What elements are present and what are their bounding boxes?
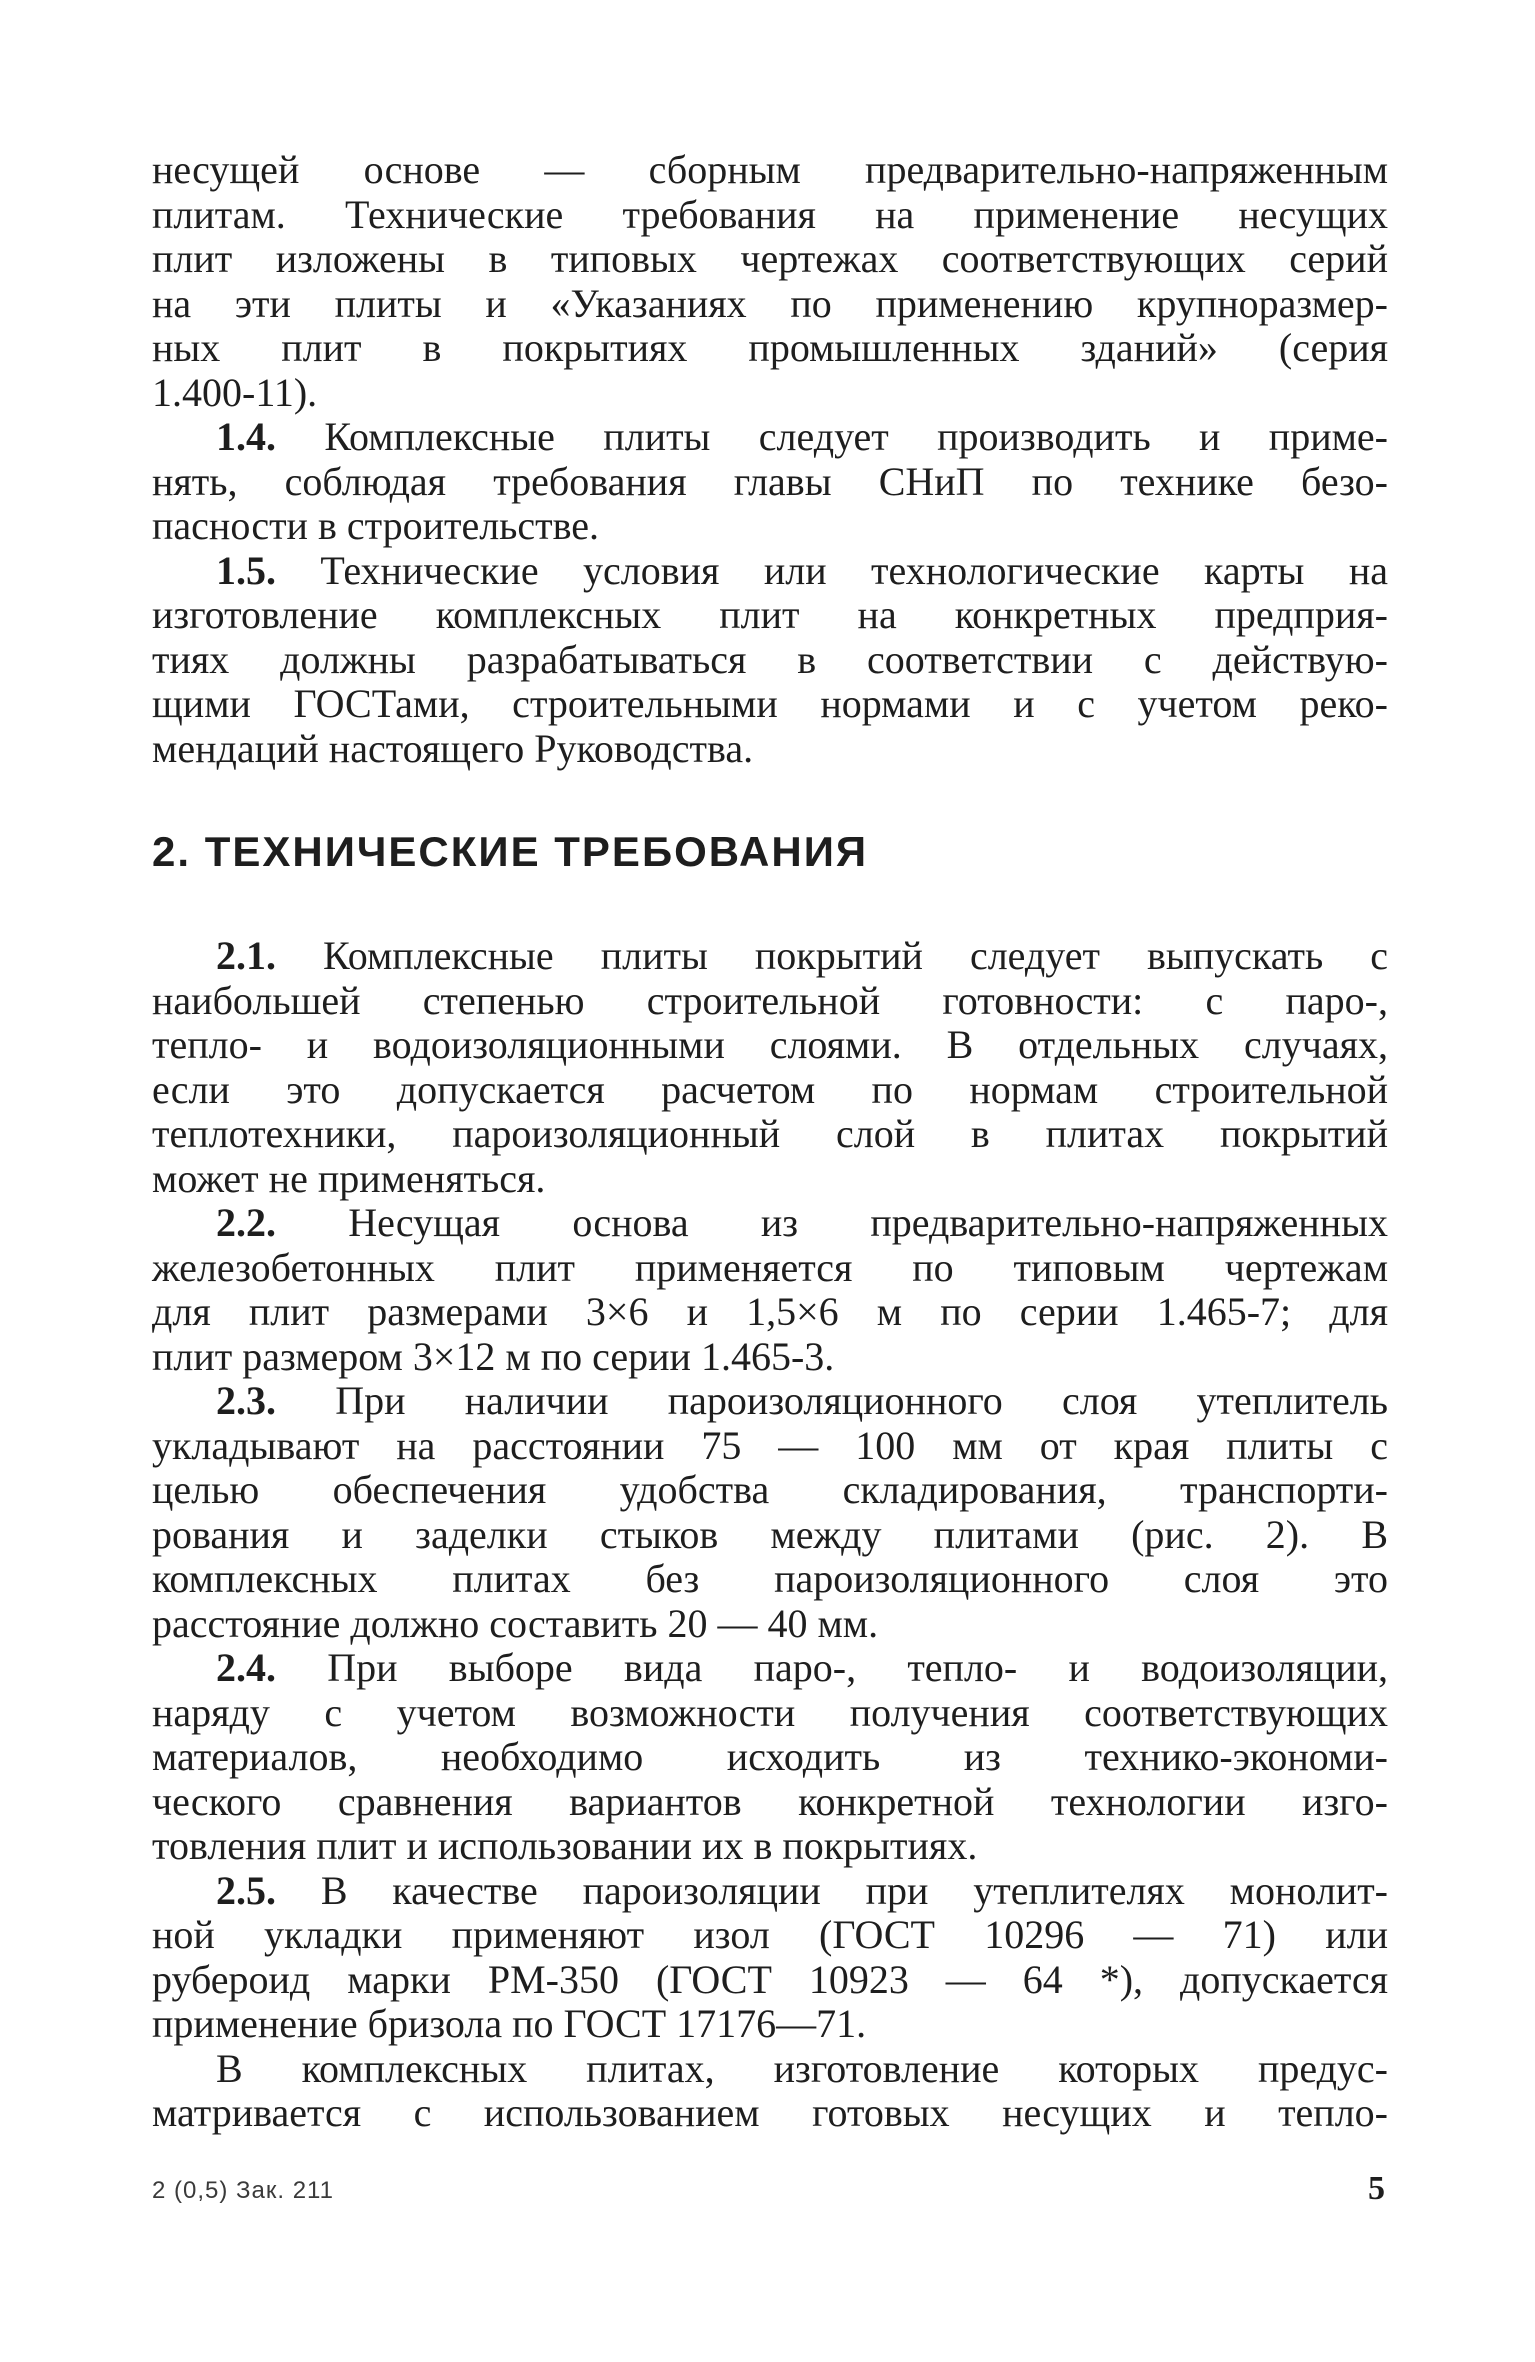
text-line (152, 1646, 1388, 1691)
text-fragment: В качестве пароизоляции при утеплителях монолит- (276, 1867, 1388, 1913)
text-line: применение бризола по ГОСТ 17176—71. (152, 2001, 867, 2046)
paragraph-number: 2.5. (216, 1867, 276, 1913)
paragraph-2-4 (152, 1646, 1388, 1869)
text-line: укладывают на расстоянии 75 — 100 мм от края плиты с (152, 1422, 1388, 1468)
text-line: если это допускается расчетом по нормам строительной (152, 1066, 1388, 1112)
text-line (152, 1869, 1388, 1914)
text-line: комплексных плитах без пароизоляционного слоя это (152, 1556, 1388, 1601)
text-fragment: При наличии пароизоляционного слоя утеплитель (276, 1378, 1388, 1423)
page-number: 5 (1368, 2170, 1385, 2207)
intro-paragraph (152, 148, 1388, 415)
text-line (152, 934, 1388, 979)
text-line: рубероид марки РМ-350 (ГОСТ 10923 — 64 *), допускается (152, 1956, 1388, 2002)
text-line (152, 549, 1388, 594)
text-line: материалов, необходимо исходить из технико-экономи- (152, 1734, 1388, 1779)
paragraph-continuation (152, 2047, 1388, 2136)
text-line: на эти плиты и «Указаниях по применению крупноразмер- (152, 280, 1388, 326)
text-line: целью обеспечения удобства складирования, транспорти- (152, 1467, 1388, 1512)
text-line (152, 1201, 1388, 1246)
paragraph-number: 2.3. (216, 1378, 276, 1423)
paragraph-number: 2.4. (216, 1645, 276, 1690)
text-line: мендаций настоящего Руководства. (152, 725, 754, 771)
text-line: тепло- и водоизоляционными слоями. В отдельных случаях, (152, 1022, 1388, 1067)
paragraph-2-2 (152, 1201, 1388, 1379)
text-fragment: Комплексные плиты следует производить и приме- (276, 414, 1388, 459)
text-line: плит изложены в типовых чертежах соответствующих серий (152, 236, 1388, 281)
text-line: тиях должны разрабатываться в соответствии с действую- (152, 636, 1388, 682)
text-fragment: Несущая основа из предварительно-напряженных (276, 1200, 1388, 1245)
text-line: плитам. Технические требования на применение несущих (152, 191, 1388, 237)
paragraph-number: 2.1. (216, 933, 276, 978)
text-line: плит размером 3×12 м по серии 1.465-3. (152, 1333, 835, 1379)
text-line: нять, соблюдая требования главы СНиП по технике безо- (152, 458, 1388, 504)
text-line (152, 415, 1388, 460)
text-line: пасности в строительстве. (152, 503, 600, 548)
paragraph-number: 1.4. (216, 414, 276, 459)
text-line: изготовление комплексных плит на конкретных предприя- (152, 592, 1388, 637)
text-line: ных плит в покрытиях промышленных зданий» (серия (152, 325, 1388, 370)
text-line: несущей основе — сборным предварительно-напряженным (152, 147, 1388, 192)
paragraph-number: 2.2. (216, 1200, 276, 1245)
text-line: товления плит и использовании их в покрытиях. (152, 1823, 978, 1868)
text-line: расстояние должно составить 20 — 40 мм. (152, 1600, 879, 1646)
text-fragment: Комплексные плиты покрытий следует выпускать с (276, 933, 1388, 978)
paragraph-1-4 (152, 415, 1388, 549)
text-line: наряду с учетом возможности получения соответствующих (152, 1689, 1388, 1735)
text-line: наибольшей степенью строительной готовности: с паро-, (152, 977, 1388, 1023)
text-fragment: Технические условия или технологические карты на (276, 547, 1388, 593)
text-line (152, 1379, 1388, 1424)
text-line: может не применяться. (152, 1155, 546, 1201)
text-line: ческого сравнения вариантов конкретной технологии изго- (152, 1778, 1388, 1824)
section-2-body (152, 934, 1388, 2136)
text-line: В комплексных плитах, изготовление которых предус- (216, 2045, 1388, 2091)
text-line: матривается с использованием готовых несущих и тепло- (152, 2090, 1388, 2135)
text-fragment: При выборе вида паро-, тепло- и водоизоляции, (276, 1645, 1388, 1690)
printer-signature: 2 (0,5) Зак. 211 (152, 2177, 334, 2204)
text-line: для плит размерами 3×6 и 1,5×6 м по серии 1.465-7; для (152, 1289, 1388, 1334)
paragraph-2-3 (152, 1379, 1388, 1646)
section-2-heading: 2. ТЕХНИЧЕСКИЕ ТРЕБОВАНИЯ (152, 828, 869, 875)
paragraph-2-5 (152, 1869, 1388, 2047)
text-line: теплотехники, пароизоляционный слой в плитах покрытий (152, 1111, 1388, 1156)
paragraph-number: 1.5. (216, 547, 276, 593)
paragraph-1-5 (152, 549, 1388, 772)
text-line: ной укладки применяют изол (ГОСТ 10296 — 71) или (152, 1912, 1388, 1957)
text-line: рования и заделки стыков между плитами (рис. 2). В (152, 1511, 1388, 1557)
paragraph-2-1 (152, 934, 1388, 1201)
text-line: 1.400-11). (152, 369, 318, 415)
section-1-continuation (152, 148, 1388, 771)
text-line: железобетонных плит применяется по типовым чертежам (152, 1244, 1388, 1290)
text-line: щими ГОСТами, строительными нормами и с учетом реко- (152, 681, 1388, 726)
